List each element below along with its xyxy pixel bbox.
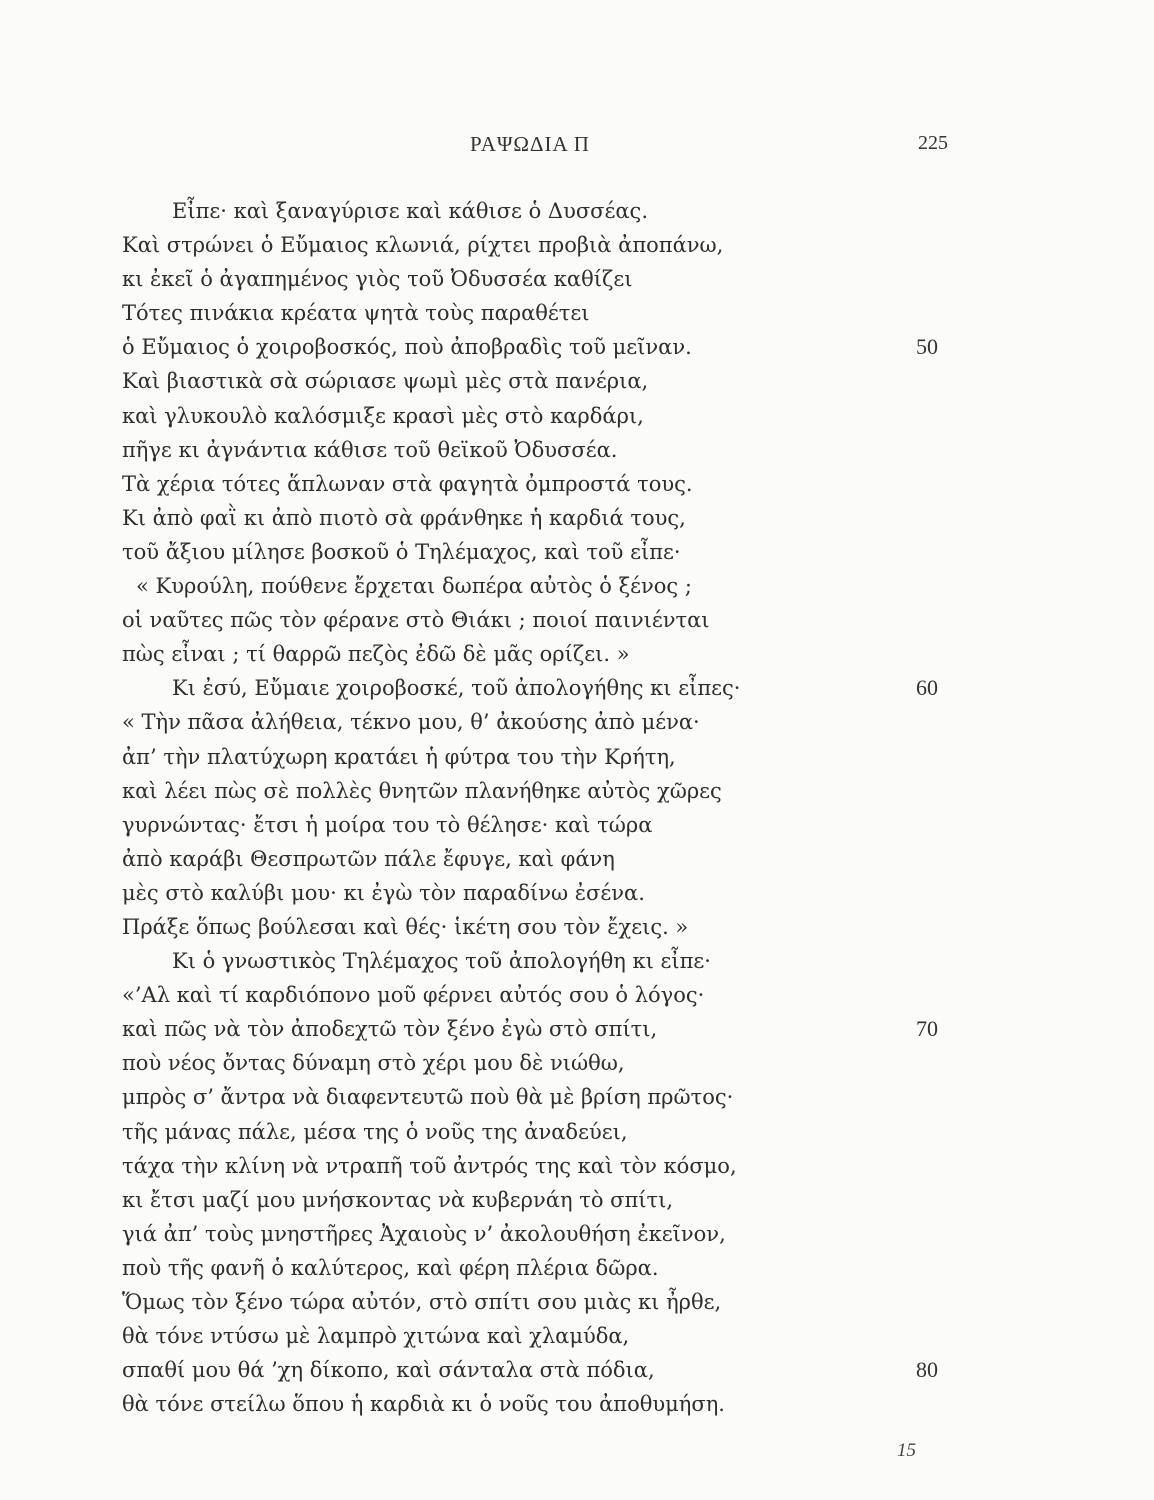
verse-text: Πράξε ὅπως βούλεσαι καὶ θές· ἱκέτη σου τὸν ἔχεις. » (122, 914, 689, 939)
verse-line (0, 501, 1154, 535)
verse-text: Καὶ στρώνει ὁ Εὔμαιος κλωνιά, ρίχτει προβιὰ ἀποπάνω, (122, 233, 724, 258)
verse-text: Εἶπε· καὶ ξαναγύρισε καὶ κάθισε ὁ Δυσσέας. (172, 199, 648, 223)
verse-text: καὶ πῶς νὰ τὸν ἀποδεχτῶ τὸν ξένο ἐγὼ στὸ σπίτι, (122, 1017, 658, 1042)
verse-text: ὁ Εὔμαιος ὁ χοιροβοσκός, ποὺ ἀποβραδὶς τοῦ μεῖναν. (122, 335, 692, 360)
verse-line (0, 671, 1154, 705)
verse-text: τοῦ ἄξιου μίλησε βοσκοῦ ὁ Τηλέμαχος, καὶ τοῦ εἶπε· (122, 539, 681, 564)
verse-line (0, 296, 1154, 330)
verse-line (0, 330, 1154, 364)
verse-line (0, 1149, 1154, 1183)
verse-text: μὲς στὸ καλύβι μου· κι ἐγὼ τὸν παραδίνω ἐσένα. (122, 880, 645, 905)
verse-line (0, 1080, 1154, 1114)
verse-line (0, 467, 1154, 501)
verse-line (0, 194, 1154, 228)
verse-line (0, 978, 1154, 1012)
verse-line (0, 808, 1154, 842)
verse-text: κι ἔτσι μαζί μου μνήσκοντας νὰ κυβερνάη τὸ σπίτι, (122, 1187, 674, 1212)
page-number: 225 (918, 132, 948, 154)
running-header (0, 132, 1154, 162)
verse-line (0, 1285, 1154, 1319)
verse-line (0, 433, 1154, 467)
verse-text: θὰ τόνε ντύσω μὲ λαμπρὸ χιτώνα καὶ χλαμύδα, (122, 1324, 630, 1349)
verse-line (0, 1012, 1154, 1046)
verse-text: Κι ἐσύ, Εὔμαιε χοιροβοσκέ, τοῦ ἀπολογήθης κι εἶπες· (172, 676, 741, 701)
verse-line (0, 603, 1154, 637)
line-number: 70 (916, 1016, 938, 1042)
chapter-title: ΡΑΨΩΔΙΑ Π (470, 132, 590, 156)
verse-text: τάχα τὴν κλίνη νὰ ντραπῆ τοῦ ἀντρός της καὶ τὸν κόσμο, (122, 1153, 737, 1178)
verse-line (0, 262, 1154, 296)
verse-line (0, 740, 1154, 774)
verse-line (0, 364, 1154, 398)
verse-line (0, 1183, 1154, 1217)
verse-text: πῆγε κι ἀγνάντια κάθισε τοῦ θεϊκοῦ Ὀδυσσέα. (122, 437, 618, 462)
verse-text: « Κυρούλη, πούθενε ἔρχεται δωπέρα αὐτὸς ὁ ξένος ; (136, 574, 692, 599)
verse-text: γιά ἀπ’ τοὺς μνηστῆρες Ἀχαιοὺς ν’ ἀκολουθήση ἐκεῖνον, (122, 1221, 726, 1246)
verse-text: τῆς μάνας πάλε, μέσα της ὁ νοῦς της ἀναδεύει, (122, 1119, 628, 1144)
verse-text: « Τὴν πᾶσα ἀλήθεια, τέκνο μου, θ’ ἀκούσης ἀπὸ μένα· (122, 710, 700, 735)
verse-line (0, 569, 1154, 603)
verse-line (0, 637, 1154, 671)
verse-text: οἱ ναῦτες πῶς τὸν φέρανε στὸ Θιάκι ; ποιοί παινιένται (122, 608, 710, 633)
line-number: 50 (916, 334, 938, 360)
verse-line (0, 910, 1154, 944)
verse-text: «’Αλ καὶ τί καρδιόπονο μοῦ φέρνει αὐτός σου ὁ λόγος· (122, 983, 705, 1008)
verse-text: μπρὸς σ’ ἄντρα νὰ διαφεντευτῶ ποὺ θὰ μὲ βρίση πρῶτος· (122, 1085, 734, 1110)
verse-text: ποὺ τῆς φανῆ ὁ καλύτερος, καὶ φέρη πλέρια δῶρα. (122, 1255, 659, 1280)
verse-line (0, 1115, 1154, 1149)
line-number: 60 (916, 675, 938, 701)
verse-text: Ὅμως τὸν ξένο τώρα αὐτόν, στὸ σπίτι σου μιὰς κι ἦρθε, (122, 1290, 722, 1314)
printer-signature-mark: 15 (897, 1440, 916, 1461)
verse-text: ποὺ νέος ὄντας δύναμη στὸ χέρι μου δὲ νιώθω, (122, 1051, 625, 1076)
verse-text: Καὶ βιαστικὰ σὰ σώριασε ψωμὶ μὲς στὰ πανέρια, (122, 369, 649, 394)
verse-line (0, 1251, 1154, 1285)
verse-line (0, 944, 1154, 978)
verse-text: σπαθί μου θά ’χη δίκοπο, καὶ σάνταλα στὰ πόδια, (122, 1358, 655, 1383)
verse-text: Κι ἀπὸ φαῒ κι ἀπὸ πιοτὸ σὰ φράνθηκε ἡ καρδιά τους, (122, 505, 686, 530)
verse-line (0, 1217, 1154, 1251)
verse-text: καὶ γλυκουλὸ καλόσμιξε κρασὶ μὲς στὸ καρδάρι, (122, 403, 644, 428)
verse-line (0, 535, 1154, 569)
verse-text: ἀπὸ καράβι Θεσπρωτῶν πάλε ἔφυγε, καὶ φάνη (122, 846, 615, 871)
verse-block (0, 194, 1154, 1421)
verse-line (0, 1387, 1154, 1421)
verse-line (0, 705, 1154, 739)
verse-text: γυρνώντας· ἔτσι ἡ μοίρα του τὸ θέλησε· καὶ τώρα (122, 812, 653, 837)
verse-line (0, 774, 1154, 808)
verse-line (0, 1353, 1154, 1387)
verse-text: καὶ λέει πὼς σὲ πολλὲς θνητῶν πλανήθηκε αὐτὸς χῶρες (122, 778, 722, 803)
verse-text: θὰ τόνε στείλω ὅπου ἡ καρδιὰ κι ὁ νοῦς του ἀποθυμήση. (122, 1392, 725, 1417)
verse-line (0, 1046, 1154, 1080)
verse-line (0, 842, 1154, 876)
verse-text: Τὰ χέρια τότες ἅπλωναν στὰ φαγητὰ ὀμπροστά τους. (122, 471, 693, 496)
verse-text: πὼς εἶναι ; τί θαρρῶ πεζὸς ἐδῶ δὲ μᾶς ορίζει. » (122, 642, 630, 667)
verse-text: κι ἐκεῖ ὁ ἀγαπημένος γιὸς τοῦ Ὀδυσσέα καθίζει (122, 267, 633, 292)
verse-text: ἀπ’ τὴν πλατύχωρη κρατάει ἡ φύτρα του τὴν Κρήτη, (122, 744, 676, 769)
verse-line (0, 1319, 1154, 1353)
verse-text: Τότες πινάκια κρέατα ψητὰ τοὺς παραθέτει (122, 301, 590, 326)
verse-text: Κι ὁ γνωστικὸς Τηλέμαχος τοῦ ἀπολογήθη κι εἶπε· (172, 949, 711, 974)
verse-line (0, 228, 1154, 262)
verse-line (0, 876, 1154, 910)
verse-line (0, 399, 1154, 433)
line-number: 80 (916, 1357, 938, 1383)
